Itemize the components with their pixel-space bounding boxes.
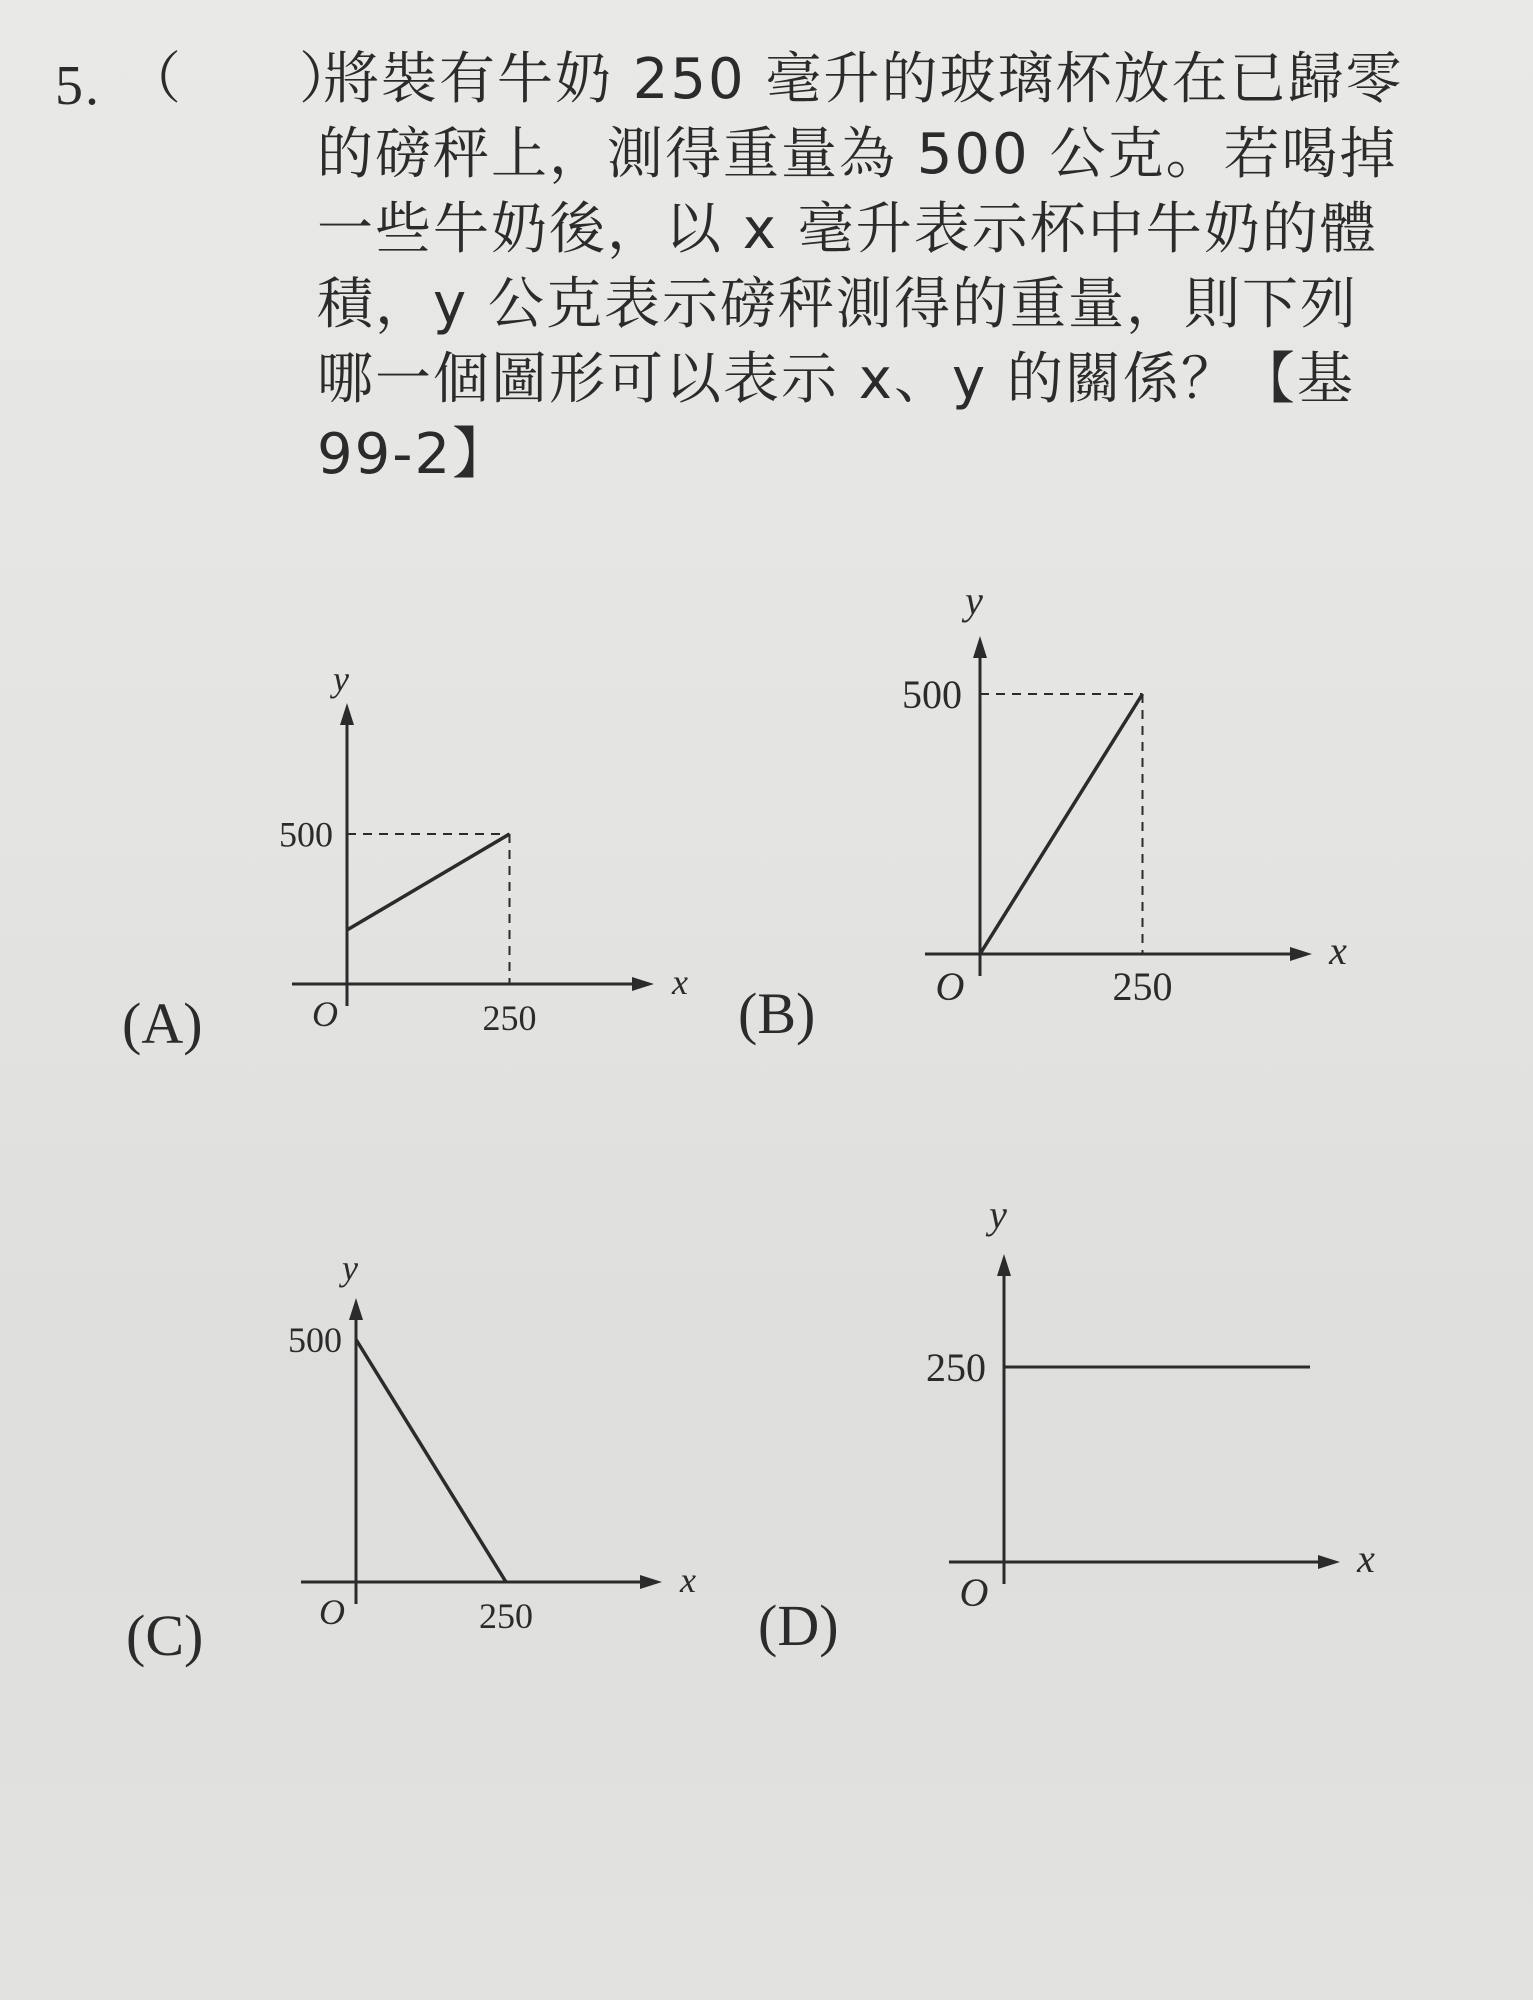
option-a-graph-line — [347, 834, 510, 930]
option-b-x-arrow — [1290, 947, 1312, 961]
option-c-y-tick: 500 — [288, 1320, 342, 1361]
option-a-origin: O — [312, 994, 338, 1034]
option-b-label: (B) — [738, 981, 816, 1046]
option-d-label: (D) — [758, 1593, 839, 1658]
answer-blank: （ ） — [125, 47, 357, 112]
option-a-x-var: x — [672, 962, 688, 1002]
option-a-y-arrow — [340, 703, 354, 725]
option-d-x-arrow — [1318, 1555, 1340, 1569]
option-a-x-tick: 250 — [482, 998, 537, 1038]
option-a-label: (A) — [122, 991, 203, 1056]
question-line-3: 一些牛奶後，以 x 毫升表示杯中牛奶的體 — [317, 197, 1378, 262]
option-b-x-var: x — [1329, 928, 1347, 973]
question-line-1: 將裝有牛奶 250 毫升的玻璃杯放在已歸零 — [323, 47, 1404, 112]
option-b-y-arrow — [973, 636, 987, 658]
option-c-y-var: y — [342, 1248, 358, 1288]
option-a-y-var: y — [333, 659, 349, 699]
option-a-y-tick: 500 — [279, 814, 333, 855]
question-line-2: 的磅秤上，測得重量為 500 公克。若喝掉 — [317, 122, 1398, 187]
option-a-x-arrow — [632, 977, 654, 991]
option-c-x-var: x — [680, 1560, 696, 1600]
option-c-x-tick: 250 — [479, 1596, 533, 1636]
option-d-y-arrow — [997, 1254, 1011, 1276]
option-b-origin: O — [935, 964, 965, 1009]
option-d-y-tick: 250 — [926, 1345, 986, 1390]
option-b-graph-line — [980, 694, 1143, 954]
option-c-origin: O — [319, 1592, 345, 1632]
option-d-y-var: y — [989, 1192, 1007, 1237]
option-b-y-tick: 500 — [902, 672, 962, 717]
question-line-4: 積，y 公克表示磅秤測得的重量，則下列 — [317, 272, 1358, 337]
option-c-x-arrow — [640, 1575, 662, 1589]
option-d-x-var: x — [1357, 1536, 1375, 1581]
question-number: 5. — [55, 55, 101, 117]
option-b-y-var: y — [965, 578, 983, 623]
option-b-x-tick: 250 — [1112, 964, 1173, 1009]
option-c-graph-line — [356, 1340, 506, 1583]
option-c-label: (C) — [126, 1603, 204, 1668]
option-d-origin: O — [959, 1570, 989, 1615]
option-c-y-arrow — [349, 1298, 363, 1320]
question-line-6: 99-2】 — [317, 422, 511, 487]
question-line-5: 哪一個圖形可以表示 x、y 的關係？【基 — [317, 347, 1355, 412]
